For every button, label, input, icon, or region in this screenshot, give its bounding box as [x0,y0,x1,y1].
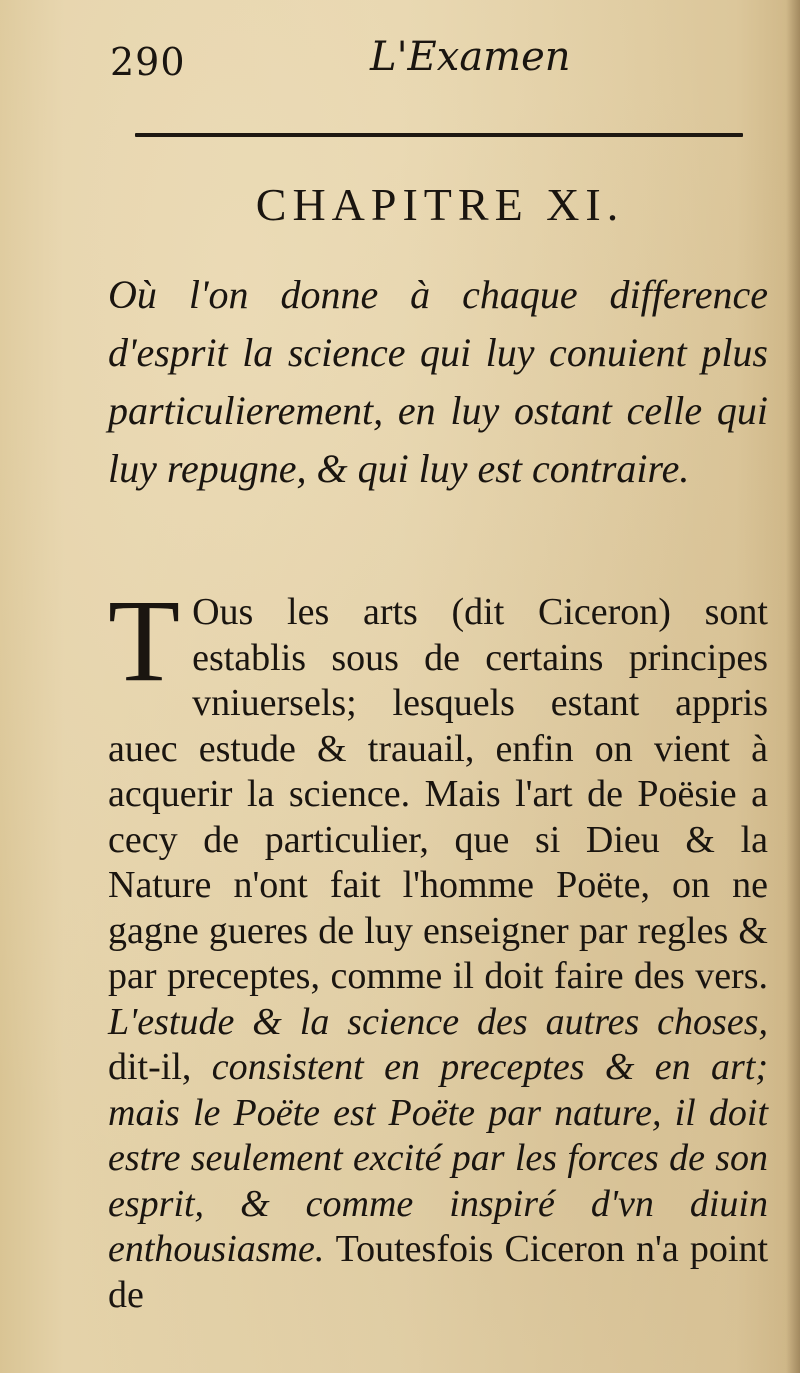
body-paragraph [108,575,769,1318]
chapter-title: CHAPITRE XI. [255,179,625,230]
header-rule [135,133,743,137]
chapter-summary: Où l'on donne à chaque difference d'esprit la science qui luy conuient plus particulierement, en luy ostant celle qui luy repugne, & qui luy est contraire. [108,272,768,491]
page-number: 290 [110,40,186,84]
body-segment: dit-il, [108,1046,212,1088]
body-segment-italic: consistent en preceptes & en art; mais le Poëte est Poëte par nature, il doit estre seulement excité par les forces de son esprit, & comme inspiré d'vn diuin enthousiasme. [108,1046,768,1270]
body-segment: Ous les arts (dit Ciceron) sont establis sous de certains principes vniuersels; lesquels estant appris auec estude & trauail, enfin on vient à acquerir la science. Mais l'art de Poësie a cecy de particulier, que si Dieu & la Nature n'ont fait l'homme Poëte, on ne gagne gueres de luy enseigner par regles & par preceptes, comme il doit faire des vers. [108,591,768,997]
body-segment: Toutesfois Ciceron n'a point de [108,1228,769,1316]
drop-cap: T [108,575,181,706]
running-head: L'Examen [370,34,571,80]
body-segment-italic: L'estude & la science des autres choses, [108,1000,768,1043]
